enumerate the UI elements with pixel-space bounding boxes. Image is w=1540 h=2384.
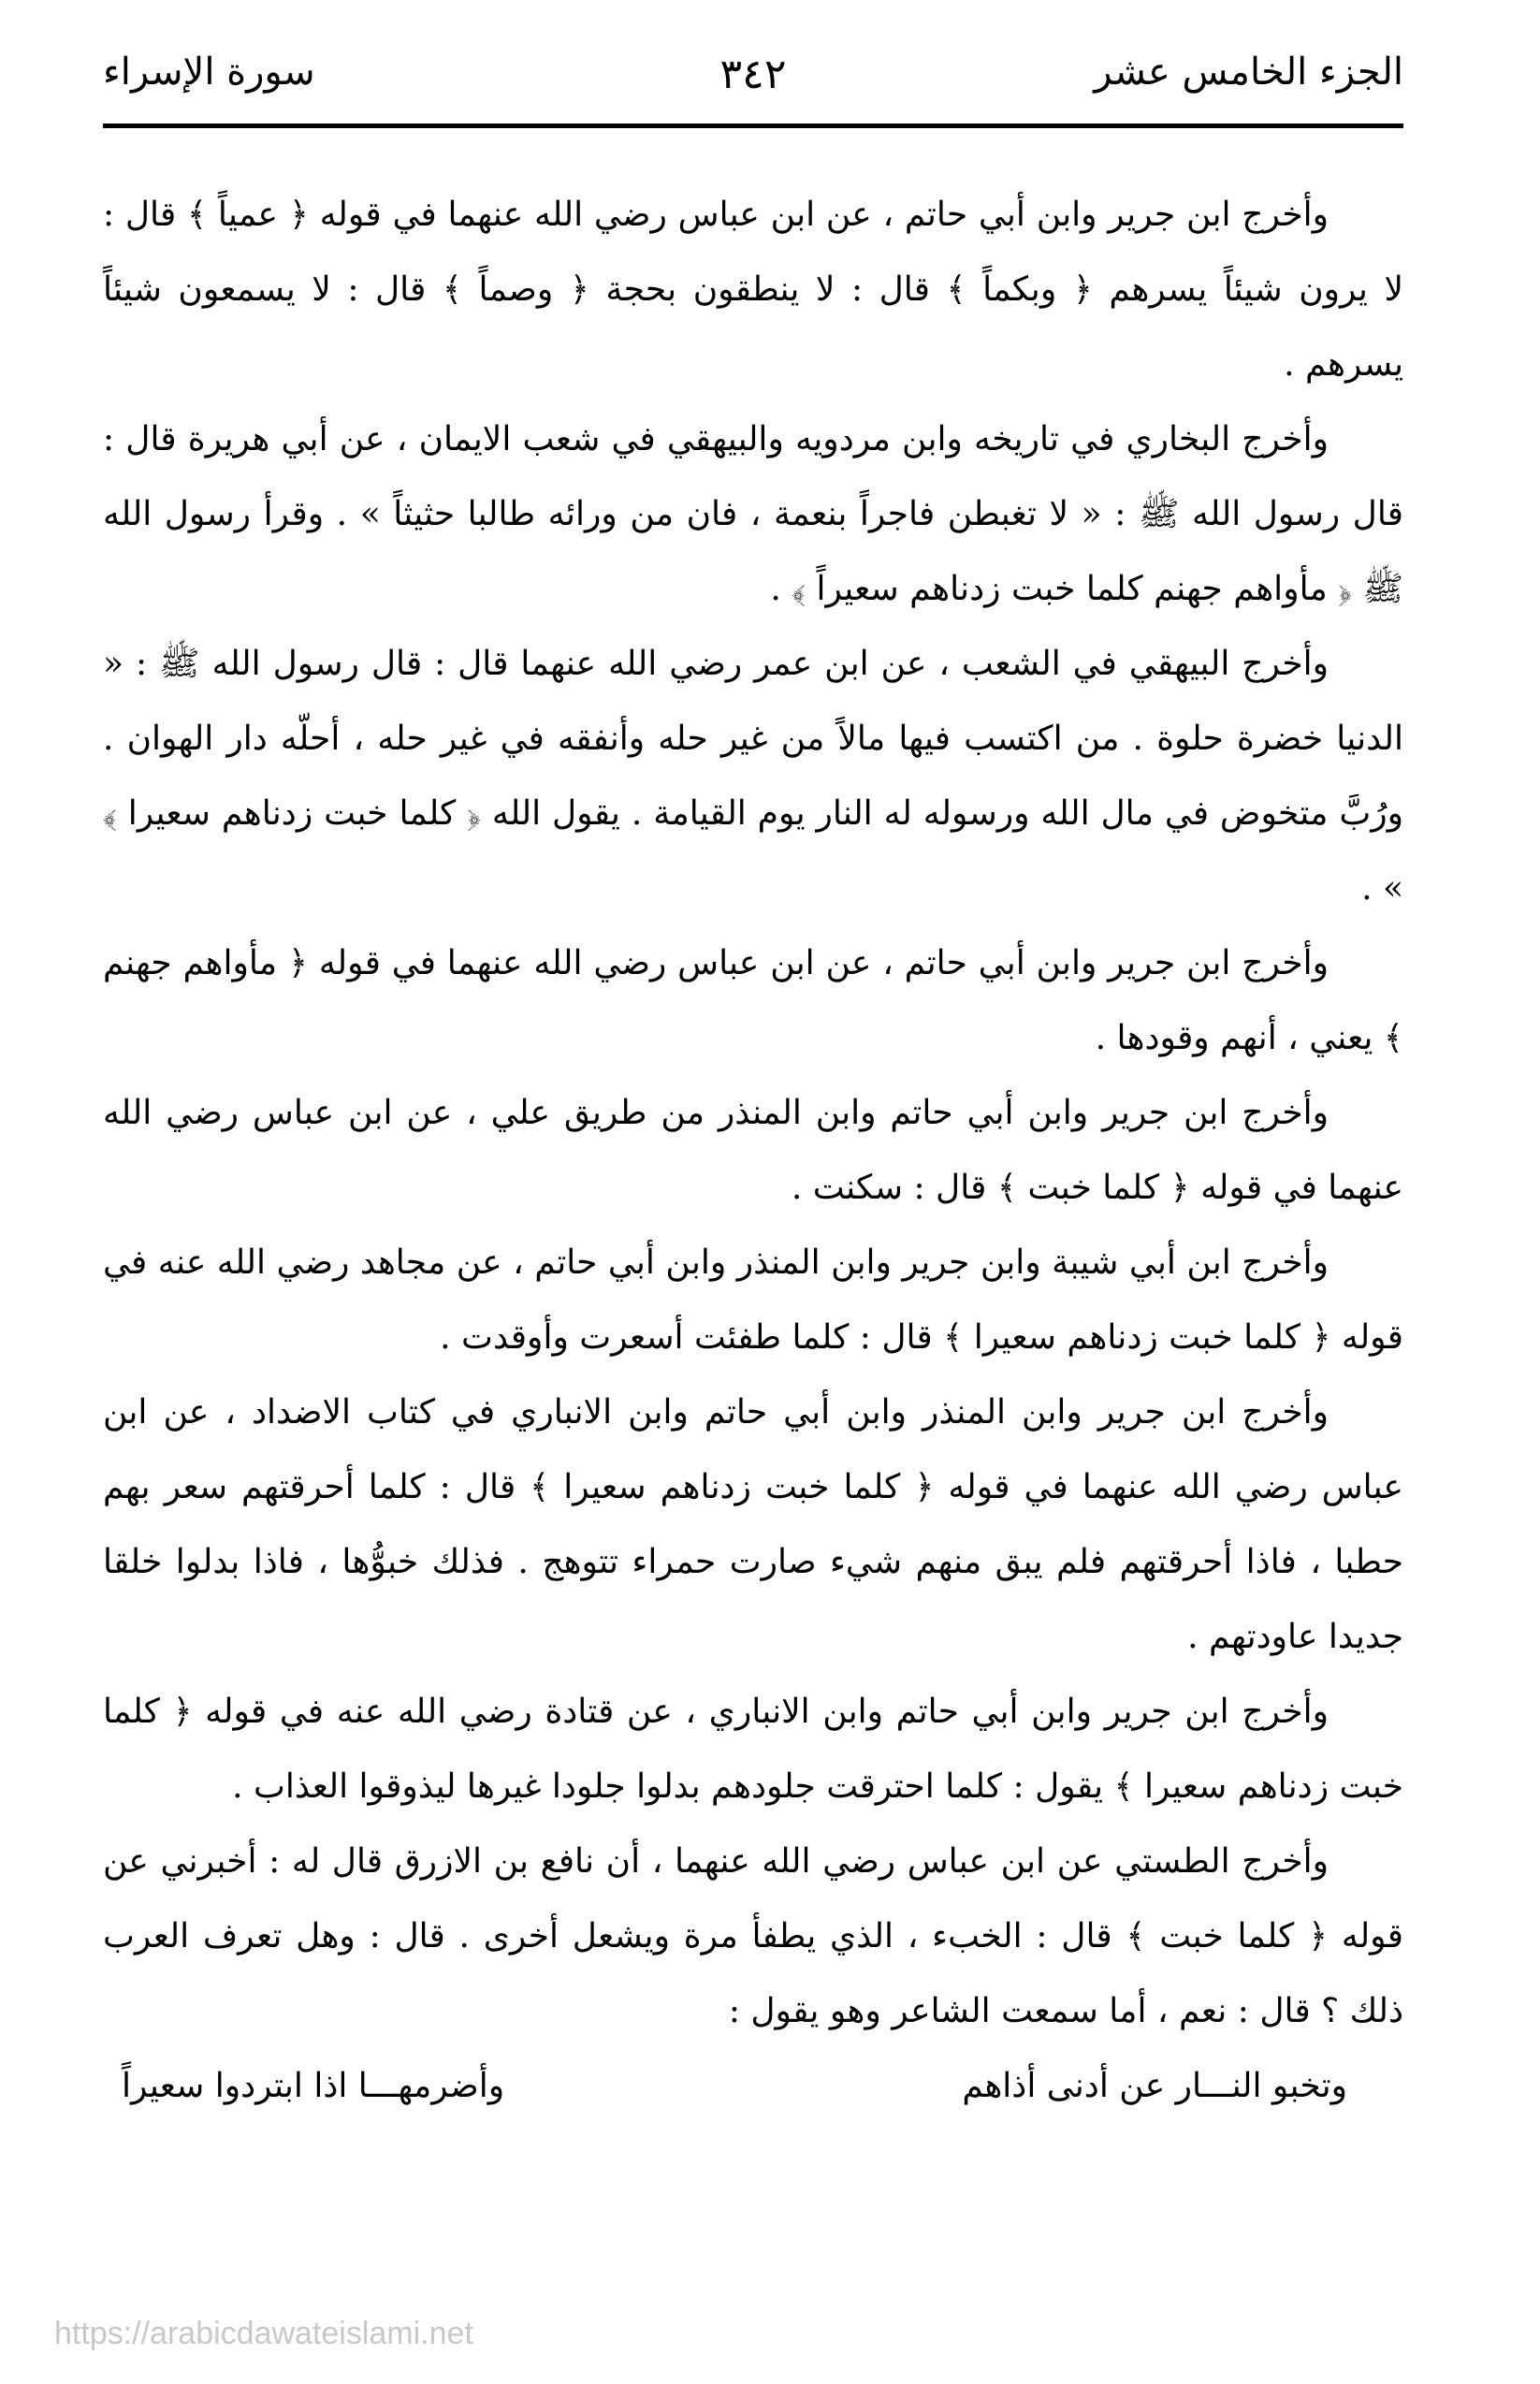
- page-body: [103, 178, 1403, 2124]
- paragraph: وأخرج ابن جرير وابن المنذر وابن أبي حاتم وابن الانباري في كتاب الاضداد ، عن ابن عباس رضي الله عنهما في قوله ﴿ كلما خبت زدناهم سعيرا ﴾ قال : كلما أحرقتهم سعر بهم حطبا ، فاذا أحرقتهم فلم يبق منهم شيء صارت حمراء تتوهج . فذلك خبوُّها ، فاذا بدلوا خلقا جديدا عاودتهم .: [103, 1393, 1403, 1656]
- paragraph: وأخرج البخاري في تاريخه وابن مردويه والبيهقي في شعب الايمان ، عن أبي هريرة قال : قال رسول الله ﷺ : « لا تغبطن فاجراً بنعمة ، فان من ورائه طالبا حثيثاً » . وقرأ رسول الله ﷺ ﴿ مأواهم جهنم كلما خبت زدناهم سعيراً ﴾ .: [103, 420, 1403, 608]
- paragraph: وأخرج ابن جرير وابن أبي حاتم ، عن ابن عباس رضي الله عنهما في قوله ﴿ مأواهم جهنم ﴾ يعني ، أنهم وقودها .: [103, 944, 1403, 1057]
- page-number: ٣٤٢: [719, 51, 787, 98]
- paragraph: وأخرج البيهقي في الشعب ، عن ابن عمر رضي الله عنهما قال : قال رسول الله ﷺ : « الدنيا خضرة حلوة . من اكتسب فيها مالاً من غير حله وأنفقه في غير حله ، أحلّه دار الهوان . ورُبَّ متخوض في مال الله ورسوله له النار يوم القيامة . يقول الله ﴿ كلما خبت زدناهم سعيرا ﴾ » .: [103, 645, 1403, 908]
- poetry-verse: [103, 2049, 1403, 2124]
- part-title: الجزء الخامس عشر: [1094, 51, 1403, 94]
- source-watermark: https://arabicdawateislami.net: [54, 2316, 473, 2351]
- surah-title: سورة الإسراء: [103, 51, 315, 94]
- page-header: [103, 37, 1403, 112]
- paragraph: وأخرج ابن جرير وابن أبي حاتم وابن المنذر من طريق علي ، عن ابن عباس رضي الله عنهما في قوله ﴿ كلما خبت ﴾ قال : سكنت .: [103, 1094, 1403, 1207]
- paragraph: وأخرج ابن جرير وابن أبي حاتم وابن الانباري ، عن قتادة رضي الله عنه في قوله ﴿ كلما خبت زدناهم سعيرا ﴾ يقول : كلما احترقت جلودهم بدلوا جلودا غيرها ليذوقوا العذاب .: [103, 1693, 1403, 1806]
- paragraph: وأخرج ابن جرير وابن أبي حاتم ، عن ابن عباس رضي الله عنهما في قوله ﴿ عمياً ﴾ قال : لا يرون شيئاً يسرهم ﴿ وبكماً ﴾ قال : لا ينطقون بحجة ﴿ وصماً ﴾ قال : لا يسمعون شيئاً يسرهم .: [103, 196, 1403, 384]
- book-page: [103, 37, 1403, 2320]
- verse-first-hemistich: وتخبو النـــار عن أدنى أذاهم: [962, 2067, 1347, 2105]
- header-divider: [103, 124, 1403, 128]
- paragraph: وأخرج الطستي عن ابن عباس رضي الله عنهما ، أن نافع بن الازرق قال له : أخبرني عن قوله ﴿ كلما خبت ﴾ قال : الخبء ، الذي يطفأ مرة ويشعل أخرى . قال : وهل تعرف العرب ذلك ؟ قال : نعم ، أما سمعت الشاعر وهو يقول :: [103, 1842, 1403, 2030]
- paragraph: وأخرج ابن أبي شيبة وابن جرير وابن المنذر وابن أبي حاتم ، عن مجاهد رضي الله عنه في قوله ﴿ كلما خبت زدناهم سعيرا ﴾ قال : كلما طفئت أسعرت وأوقدت .: [103, 1243, 1403, 1357]
- verse-second-hemistich: وأضرمهـــا اذا ابتردوا سعيراً: [122, 2067, 505, 2105]
